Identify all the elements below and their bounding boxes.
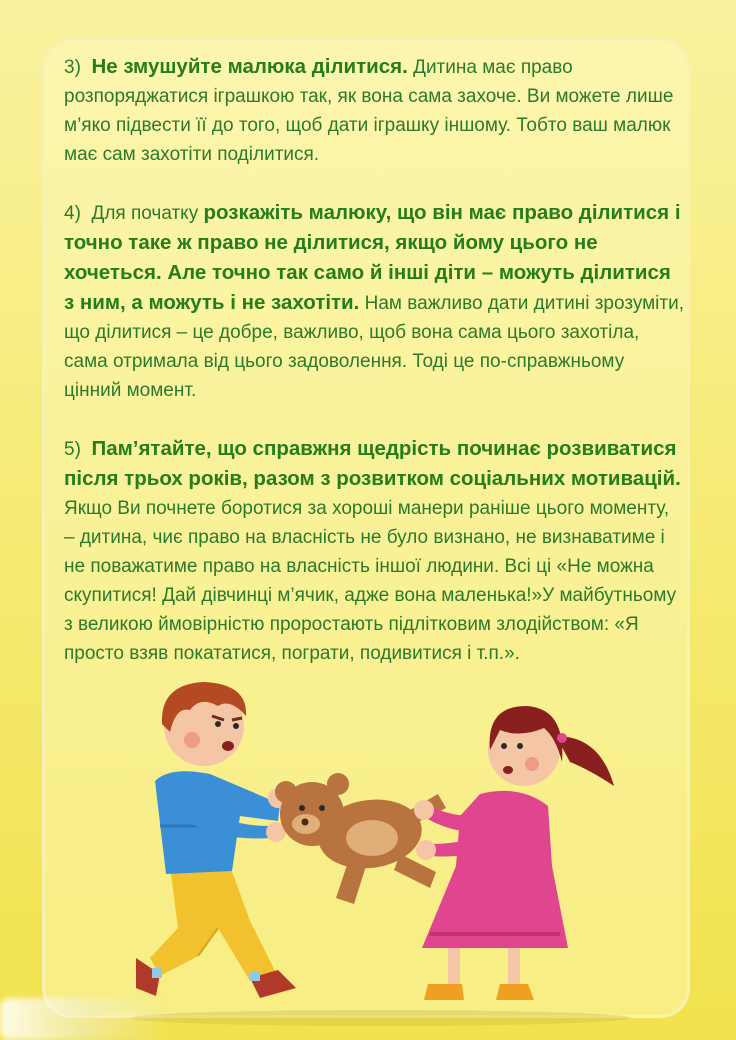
tip-number: 4) [64,203,81,224]
girl-hand [416,840,436,860]
teddy-leg [336,862,366,904]
tip-number: 5) [64,439,81,460]
tip-body-text: Якщо Ви почнете боротися за хороші манери раніше цього моменту, – дитина, чиє право на власність не було визнано, не визнаватиме і не поважатиме право на власність іншої людини. Всі ці «Не можна скупитися! Дай дівчинці м’ячик, адже вона маленька!»У майбутньому з великою ймовірністю проростають підлітковим злодійством: «Я просто взяв покататися, пограти, подивитися і т.п.». [64,498,677,664]
tip-body-text: Дитина має право розпоряджатися іграшкою так, як вона сама захоче. Ви можете лише м’яко підвести її до того, щоб дати іграшку іншому. Тобто ваш малюк має сам захотіти поділитися. [64,57,674,165]
tip-body-text: Нам важливо дати дитині зрозуміти, що ділитися – це добре, важливо, щоб вона сама цього захотіла, сама отримала від цього задоволення. Тоді це по-справжньому цінний момент. [64,293,684,401]
girl-ponytail [556,736,614,786]
girl-shoe [424,984,464,1000]
girl-hand [414,800,434,820]
girl-cheek [525,757,539,771]
teddy-bear [275,773,446,904]
tip-3 [64,52,684,169]
girl-figure [414,706,614,1000]
corner-blur [0,998,170,1040]
tip-bold-text: Не змушуйте малюка ділитися. [91,55,408,78]
boy-cheek [184,732,200,748]
tip-5 [64,434,684,668]
tip-lead-text: Для початку [91,203,204,224]
boy-mouth [222,741,234,751]
tip-bold-text: розкажіть малюку, що він має право ділитися і точно таке ж право не ділитися, якщо йому цього не хочеться. Але точно так само й інші діти – можуть ділитися з ним, а можуть і не захотіти. [64,201,681,314]
tips-text [64,52,684,697]
tip-4 [64,198,684,405]
girl-mouth [503,766,513,774]
children-tug-of-war-illustration [100,666,660,1036]
tip-bold-text: Пам’ятайте, що справжня щедрість починає розвиватися після трьох років, разом з розвитком соціальних мотивацій. [64,437,681,490]
ground-shadow [130,1010,630,1026]
boy-pants [150,866,275,981]
boy-figure [136,682,296,998]
tip-number: 3) [64,57,81,78]
girl-shoe [496,984,534,1000]
